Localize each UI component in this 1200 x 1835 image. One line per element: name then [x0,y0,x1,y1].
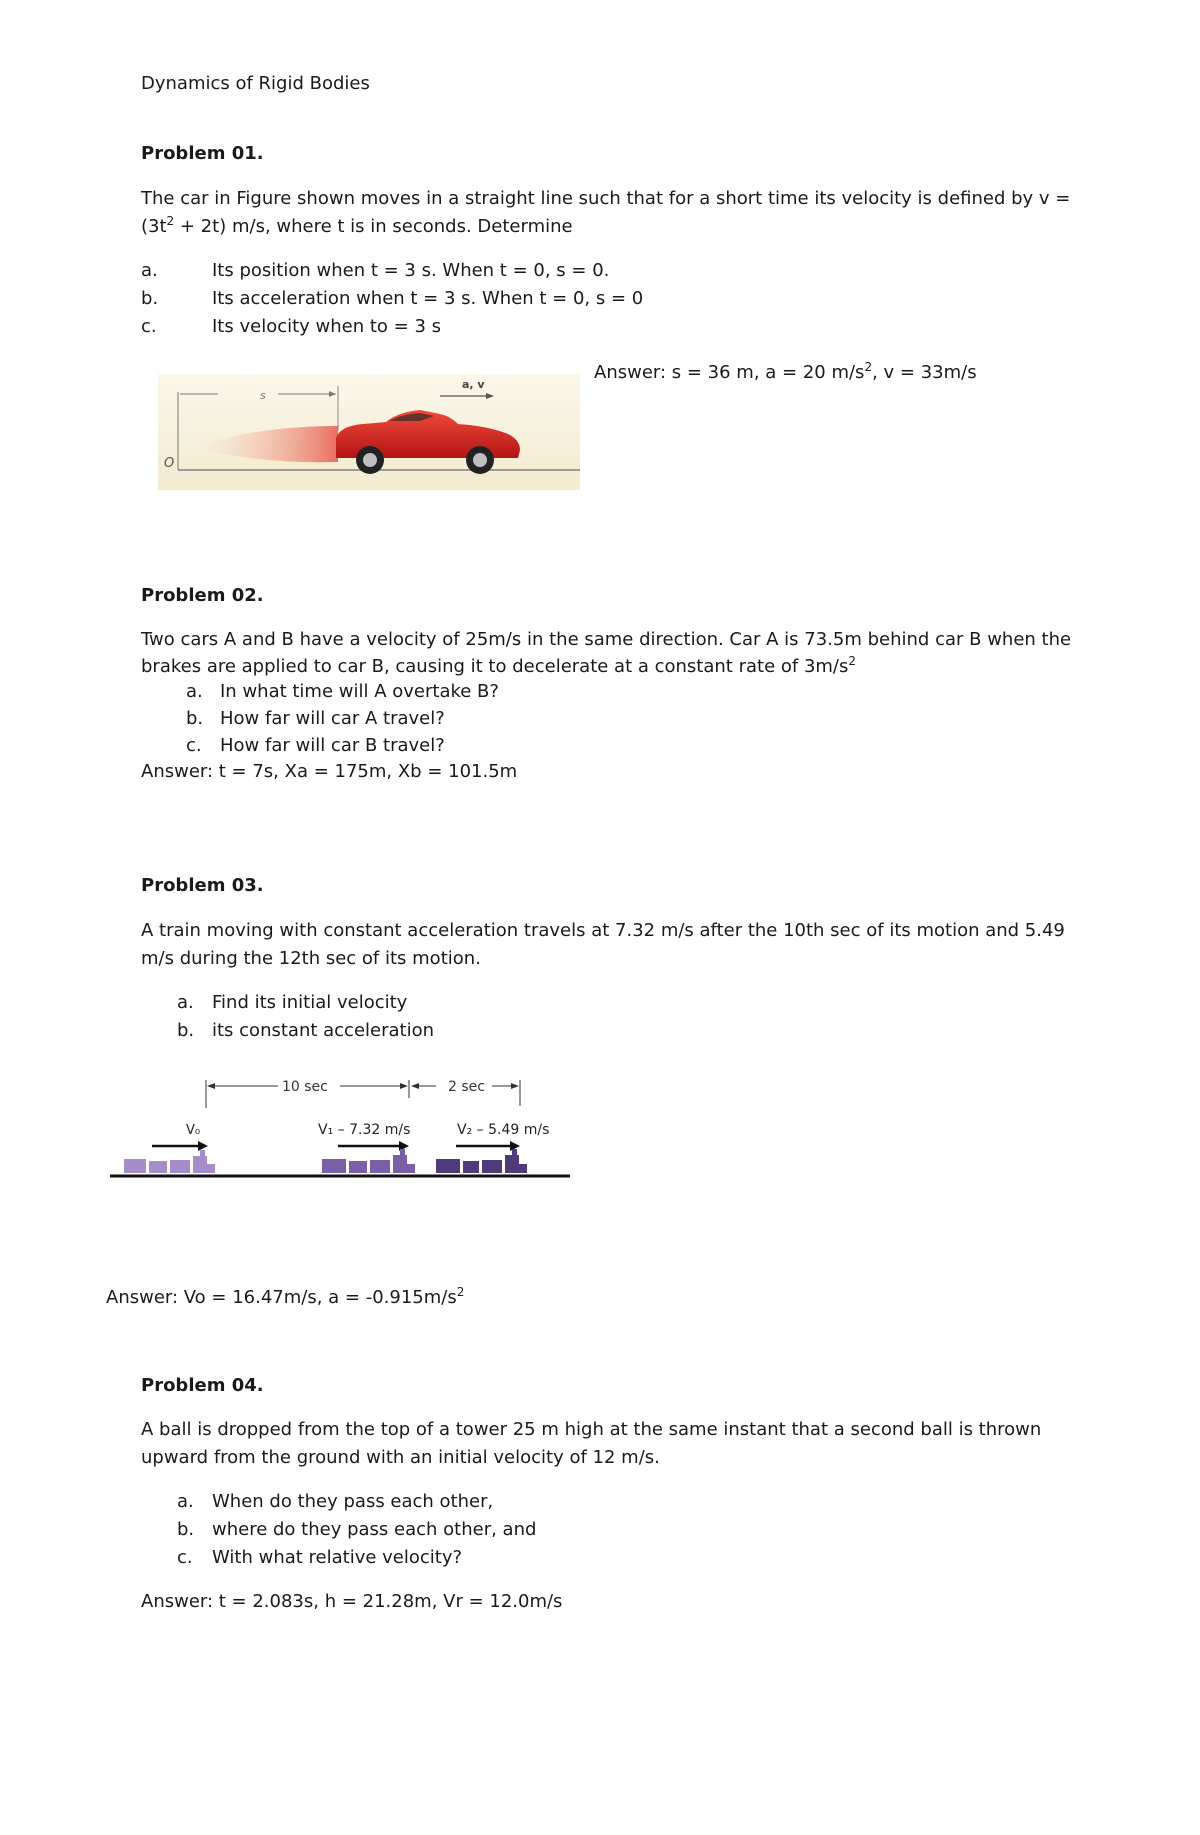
problem-01-answer-sup: 2 [864,360,873,374]
label-v2: V₂ – 5.49 m/s [457,1122,550,1138]
list-item-label: c. [177,1547,193,1568]
list-item-text: Its velocity when to = 3 s [212,316,442,337]
list-item-text: How far will car A travel? [220,708,445,729]
problem-04-title: Problem 04. [141,1375,264,1396]
train-figure [108,1070,578,1195]
list-item-text: In what time will A overtake B? [220,681,499,702]
list-item-label: b. [186,708,204,729]
problem-01-text-pre: The car in Figure shown moves in a straight line such that for a short time its velocity is defined by v = (3t [141,188,1071,237]
problem-04-answer: Answer: t = 2.083s, h = 21.28m, Vr = 12.0m/s [141,1591,563,1612]
list-item-text: where do they pass each other, and [212,1519,537,1540]
list-item-text: When do they pass each other, [212,1491,494,1512]
problem-02-statement [141,626,1109,680]
problem-03-title: Problem 03. [141,875,264,896]
label-v1: V₁ – 7.32 m/s [318,1122,411,1138]
list-item-label: a. [177,1491,194,1512]
problem-01-statement [141,185,1101,241]
label-v0: V₀ [186,1123,201,1138]
list-item-text: How far will car B travel? [220,735,445,756]
list-item-label: c. [141,316,157,337]
list-item-label: b. [177,1020,195,1041]
problem-03-answer-pre: Answer: Vo = 16.47m/s, a = -0.915m/s [106,1287,457,1308]
train-after-12-sec [436,1149,527,1173]
problem-02-text-sup: 2 [848,654,857,668]
list-item-text: Find its initial velocity [212,992,408,1013]
list-item-text: Its position when t = 3 s. When t = 0, s = 0. [212,260,610,281]
list-item-label: b. [141,288,159,309]
train-after-10-sec [322,1149,415,1173]
problem-01-answer-post: , v = 33m/s [872,362,977,383]
label-2-sec: 2 sec [448,1079,485,1095]
list-item-text: its constant acceleration [212,1020,435,1041]
problem-03-answer-sup: 2 [456,1285,465,1299]
velocity-arrow [198,1141,208,1151]
list-item-text: Its acceleration when t = 3 s. When t = 0, s = 0 [212,288,644,309]
figure-label-o: O [164,456,175,471]
label-10-sec: 10 sec [282,1079,328,1095]
list-item-label: a. [186,681,203,702]
train-initial [124,1150,215,1173]
figure-label-av: a, v [462,378,485,391]
problem-04-statement: A ball is dropped from the top of a tower 25 m high at the same instant that a second ball is thrown upward from the ground with an initial velocity of 12 m/s. [141,1419,1042,1468]
document-header: Dynamics of Rigid Bodies [141,73,370,94]
list-item-label: b. [177,1519,195,1540]
problem-02-answer: Answer: t = 7s, Xa = 175m, Xb = 101.5m [141,761,518,782]
car-figure [158,374,580,490]
list-item-label: a. [177,992,194,1013]
list-item-label: c. [186,735,202,756]
figure-label-s: s [260,389,266,402]
problem-01-text-sup: 2 [166,214,175,228]
problem-03-answer [106,1285,465,1308]
list-item-text: With what relative velocity? [212,1547,463,1568]
problem-01-text-post: + 2t) m/s, where t is in seconds. Determine [174,216,573,237]
problem-02-text: Two cars A and B have a velocity of 25m/s in the same direction. Car A is 73.5m behind car B when the brakes are applied to car B, causing it to decelerate at a constant rate of 3m/s [141,629,1072,677]
list-item-label: a. [141,260,158,281]
problem-01-answer [594,360,977,383]
problem-01-title: Problem 01. [141,143,264,164]
problem-03-statement: A train moving with constant acceleration travels at 7.32 m/s after the 10th sec of its motion and 5.49 m/s during the 12th sec of its motion. [141,920,1065,969]
problem-02-title: Problem 02. [141,585,264,606]
problem-01-answer-pre: Answer: s = 36 m, a = 20 m/s [594,362,865,383]
